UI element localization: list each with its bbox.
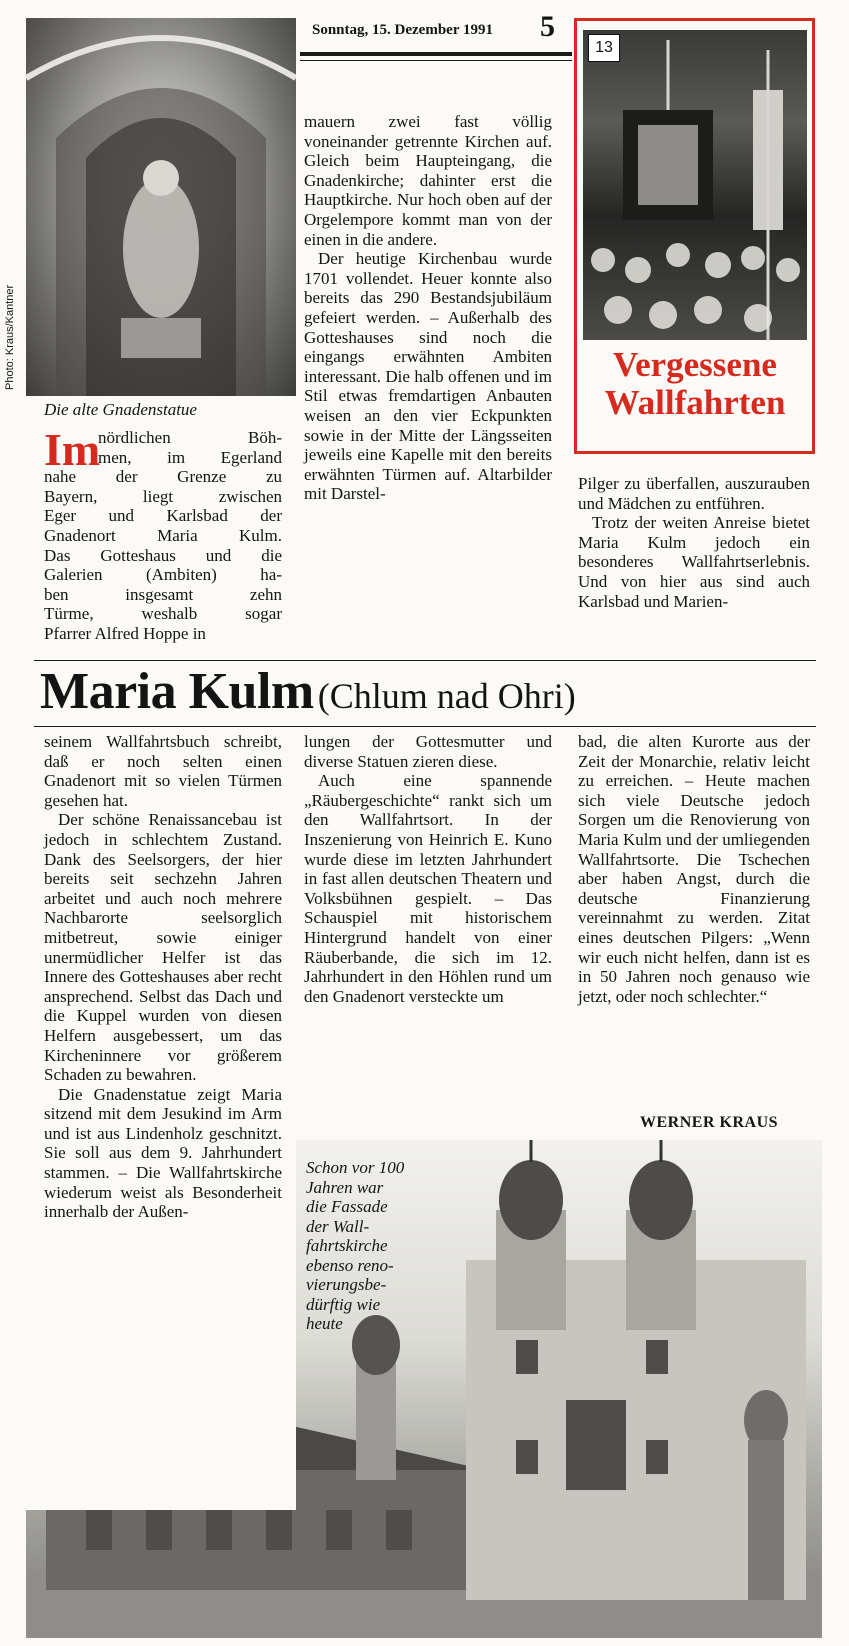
col1-bottom-para-2: Der schöne Renaissancebau ist jedoch in schlechtem Zustand. Dank des Seelsorgers, der hier bereits seit sechzehn Jahren arbeitet und auch noch mehrere Nachbarorte seelsorglich mitbetreut, sowie einiger unermüdlicher Helfer ist das Innere des Gotteshauses aber recht ansprechend. Selbst das Dach und die Kuppel wurden von diesen Helfern ausgebessert, um das Kircheninnere vor größerem Schaden zu bewahren. (44, 810, 282, 1085)
headline-sub: (Chlum nad Ohri) (317, 676, 576, 716)
photo-credit-wrap (4, 230, 20, 390)
series-number-badge: 13 (588, 34, 620, 62)
headline (40, 662, 820, 721)
dropcap: Im (44, 424, 101, 475)
col1-top-line: nördlichen Böh- (98, 428, 282, 447)
article-col1-bottom (44, 732, 282, 1222)
series-frame-left (574, 18, 577, 454)
col1-top-line: Eger und Karlsbad der (44, 506, 282, 526)
col1-top-line: Gnadenort Maria Kulm. (44, 525, 282, 545)
col1-top-line: Bayern, liegt zwischen (44, 486, 282, 506)
church-caption-line: dürftig wie (306, 1294, 381, 1314)
procession-photo-drawing (583, 30, 807, 340)
procession-photo (583, 30, 807, 340)
col1-top-line: Türme, weshalb sogar (44, 604, 282, 624)
col3-top-para-2: Trotz der weiten Anreise bietet Maria Kulm jedoch ein besonderes Wallfahrtserlebnis. Und von hier aus sind auch Karlsbad und Marien- (578, 513, 810, 611)
col1-top-line: nahe der Grenze zu (44, 467, 282, 487)
series-frame-top (574, 18, 814, 21)
church-caption-line: Jahren war (306, 1177, 384, 1197)
series-title (583, 346, 807, 422)
church-caption-line: heute (306, 1314, 343, 1333)
headline-rule-top (34, 660, 816, 661)
page-number: 5 (540, 10, 555, 43)
col2-top-para-2: Der heutige Kirchenbau wurde 1701 vollendet. Heuer konnte also bereits das 290 Bestandsjubiläum gefeiert werden. – Außerhalb des Gotteshauses sind noch die eingangs erwähnten Ambiten interessant. Die halb offenen und im Stil etwas fremdartigen Anbauten weisen an den vier Eckpunkten sowie in der Mitte der Längsseiten jeweils eine Kapelle mit den bereits erwähnten Türmen auf. Altarbilder mit Darstel- (304, 249, 552, 504)
col2-bottom-para-2: Auch eine spannende „Räubergeschichte“ rankt sich um den Wallfahrtsort. In der Inszenierung von Heinrich E. Kuno wurde diese im letzten Jahrhundert in fast allen deutschen Theatern und Volksbühnen gespielt. – Das Schauspiel mit historischem Hintergrund handelt von einer Räuberbande, die sich im 12. Jahrhundert in den Höhlen rund um den Gnadenort versteckte um (304, 771, 552, 1006)
col1-top-line: Pfarrer Alfred Hoppe in (44, 623, 206, 643)
col2-top-para-1: mauern zwei fast völlig voneinander getrennte Kirchen auf. Gleich beim Haupteingang, die Gnadenkirche; dahinter erst die Hauptkirche. Nur hoch oben auf der Orgelempore kommt man von der einen in die andere. (304, 112, 552, 249)
col1-top-line: men, im Egerland (98, 447, 282, 467)
article-col2-bottom (304, 732, 552, 1006)
header-date: Sonntag, 15. Dezember 1991 (312, 22, 493, 38)
statue-caption: Die alte Gnadenstatue (44, 400, 197, 419)
series-frame-bottom (574, 451, 814, 454)
article-col2-top (304, 112, 552, 504)
series-title-line2: Wallfahrten (604, 383, 786, 422)
header-rule (300, 52, 572, 56)
headline-rule-bottom (34, 726, 816, 727)
header-rule-thin (300, 60, 572, 61)
article-col3-top (578, 474, 810, 611)
church-caption (306, 1158, 456, 1334)
col3-bottom-para-1: bad, die alten Kurorte aus der Zeit der Monarchie, relativ leicht zu erreichen. – Heute machen sich viele Deutsche jedoch Sorgen um die Renovierung von Maria Kulm und der umliegenden Wallfahrtsorte. Die Tschechen aber haben Angst, durch die deutsche Finanzierung vereinnahmt zu werden. Zitat eines deutschen Pilgers: „Wenn wir euch nicht helfen, dann ist es in 50 Jahren noch genauso wie jetzt, oder noch schlechter.“ (578, 732, 810, 1006)
col1-top-line: ben insgesamt zehn (44, 584, 282, 604)
church-caption-line: fahrtskirche (306, 1236, 388, 1255)
church-caption-line: vierungsbe- (306, 1275, 387, 1294)
col2-bottom-para-1: lungen der Gottesmutter und diverse Statuen zieren diese. (304, 732, 552, 771)
statue-photo-drawing (26, 18, 296, 396)
article-col3-bottom (578, 732, 810, 1006)
article-col1-top (44, 424, 282, 644)
church-caption-line: der Wall- (306, 1216, 370, 1236)
col1-bottom-para-1: seinem Wallfahrtsbuch schreibt, daß er noch selten einen Gnadenort mit so vielen Türmen gesehen hat. (44, 732, 282, 810)
col3-top-para-1: Pilger zu überfallen, auszurauben und Mädchen zu entführen. (578, 474, 810, 513)
col1-bottom-para-3: Die Gnadenstatue zeigt Maria sitzend mit dem Jesukind im Arm und ist aus Lindenholz geschnitzt. Sie soll aus dem 9. Jahrhundert stammen. – Die Wallfahrtskirche wiederum weist als Besonderheit innerhalb der Außen- (44, 1084, 282, 1222)
author-byline: WERNER KRAUS (640, 1114, 779, 1131)
photo-credit: Photo: Kraus/Kantner (4, 284, 16, 390)
church-caption-line: Schon vor 100 (306, 1158, 405, 1177)
statue-photo (26, 18, 296, 396)
headline-main: Maria Kulm (40, 663, 314, 720)
col1-top-line: Galerien (Ambiten) ha- (44, 565, 282, 585)
church-caption-line: ebenso reno- (306, 1255, 394, 1275)
series-title-line1: Vergessene (613, 345, 777, 384)
church-caption-line: die Fassade (306, 1197, 388, 1216)
series-frame-right (812, 18, 815, 454)
col1-top-line: Das Gotteshaus und die (44, 545, 282, 565)
